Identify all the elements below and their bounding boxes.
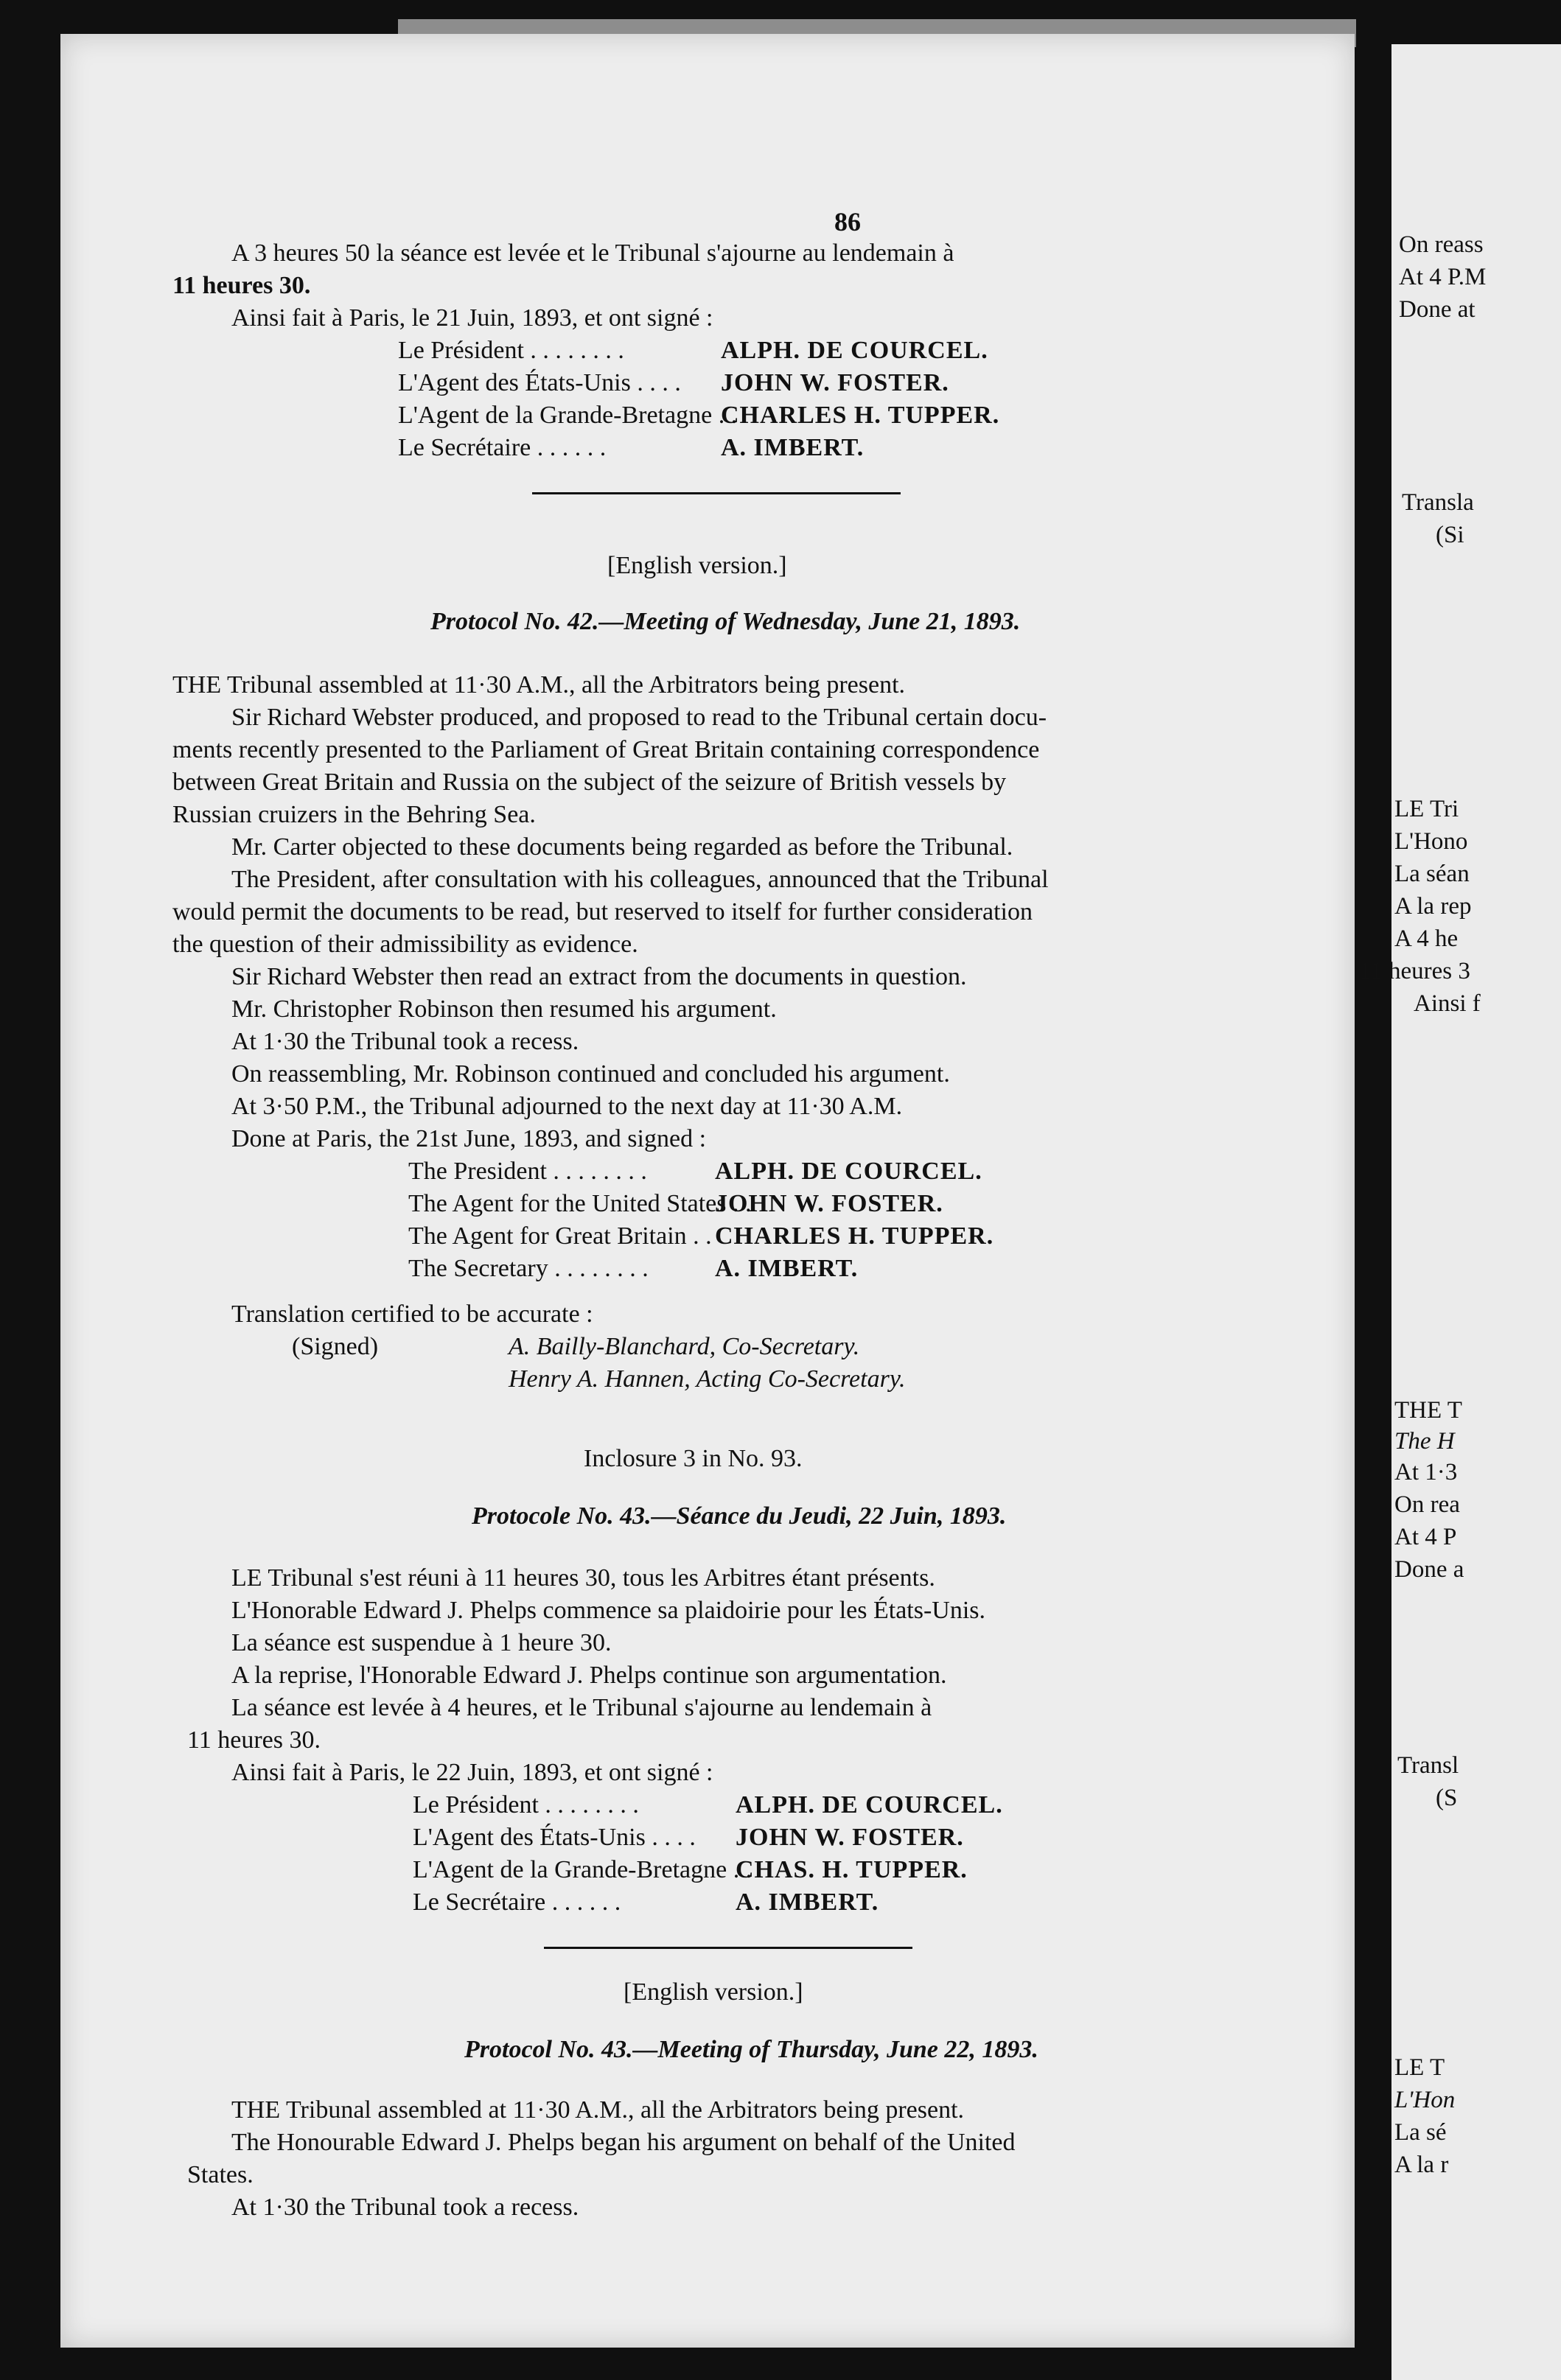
fr42-line-2: 11 heures 30.: [172, 272, 311, 299]
en42-para-4: between Great Britain and Russia on the subject of the seizure of British vessels by: [172, 769, 1007, 796]
en42-para-1: THE Tribunal assembled at 11·30 A.M., all the Arbitrators being present.: [172, 671, 906, 699]
en42-para-6: Mr. Carter objected to these documents being regarded as before the Tribunal.: [231, 833, 1013, 861]
adj-fragment: A la rep: [1394, 893, 1472, 920]
fr42-sig-name-4: A. IMBERT.: [721, 434, 865, 461]
en42-cosecretary-2: Henry A. Hannen, Acting Co-Secretary.: [509, 1365, 906, 1393]
en42-translation-certified: Translation certified to be accurate :: [231, 1301, 593, 1328]
inclosure-title: Protocole No. 43.—Séance du Jeudi, 22 Juin, 1893.: [472, 1502, 1007, 1530]
adj-fragment: At 1·3: [1394, 1459, 1458, 1485]
adj-fragment: A la r: [1394, 2152, 1449, 2178]
en43-para-1: THE Tribunal assembled at 11·30 A.M., all the Arbitrators being present.: [231, 2096, 965, 2124]
en43-para-2: The Honourable Edward J. Phelps began his argument on behalf of the United: [231, 2129, 1016, 2156]
en42-signed-label: (Signed): [292, 1333, 379, 1360]
adj-fragment: Ainsi f: [1414, 990, 1481, 1017]
adj-fragment: Done at: [1399, 296, 1476, 323]
en42-para-5: Russian cruizers in the Behring Sea.: [172, 801, 536, 828]
en42-para-10: Sir Richard Webster then read an extract from the documents in question.: [231, 963, 967, 990]
adj-fragment: THE T: [1394, 1397, 1462, 1424]
en42-para-14: At 3·50 P.M., the Tribunal adjourned to the next day at 11·30 A.M.: [231, 1093, 903, 1120]
section-divider-rule-2: [544, 1947, 912, 1949]
adj-fragment: LE Tri: [1394, 796, 1459, 822]
fr43-sig-name-4: A. IMBERT.: [736, 1889, 879, 1916]
adj-fragment: Transla: [1402, 489, 1474, 516]
adj-fragment: Transl: [1397, 1752, 1459, 1779]
adj-fragment: (S: [1436, 1785, 1458, 1811]
section-divider-rule: [532, 492, 901, 494]
en42-para-12: At 1·30 the Tribunal took a recess.: [231, 1028, 579, 1055]
adj-fragment: 11 heures 3: [1359, 958, 1470, 984]
fr42-sig-name-2: JOHN W. FOSTER.: [721, 369, 949, 396]
fr43-sig-name-1: ALPH. DE COURCEL.: [736, 1791, 1003, 1819]
en42-sig-name-1: ALPH. DE COURCEL.: [715, 1158, 982, 1185]
fr43-sig-role-3: L'Agent de la Grande-Bretagne . .: [413, 1856, 752, 1883]
inclosure-heading: Inclosure 3 in No. 93.: [584, 1445, 803, 1472]
adj-fragment: At 4 P: [1394, 1524, 1457, 1550]
en43-version-label: [English version.]: [624, 1978, 803, 2006]
fr42-sig-name-1: ALPH. DE COURCEL.: [721, 337, 988, 364]
fr43-para-5: La séance est levée à 4 heures, et le Tribunal s'ajourne au lendemain à: [231, 1694, 932, 1721]
fr42-sig-role-1: Le Président . . . . . . . .: [398, 337, 624, 364]
page-number: 86: [834, 207, 861, 237]
en42-cosecretary-1: A. Bailly-Blanchard, Co-Secretary.: [509, 1333, 860, 1360]
fr43-para-3: La séance est suspendue à 1 heure 30.: [231, 1629, 612, 1656]
en42-para-13: On reassembling, Mr. Robinson continued and concluded his argument.: [231, 1060, 950, 1088]
fr42-sig-name-3: CHARLES H. TUPPER.: [721, 402, 1000, 429]
en42-version-label: [English version.]: [607, 552, 787, 579]
adj-fragment: On reass: [1399, 231, 1484, 258]
en42-para-3: ments recently presented to the Parliament of Great Britain containing correspondence: [172, 736, 1040, 763]
fr43-para-1: LE Tribunal s'est réuni à 11 heures 30, tous les Arbitres étant présents.: [231, 1564, 935, 1592]
adj-fragment: La sé: [1394, 2119, 1447, 2146]
adj-fragment: On rea: [1394, 1491, 1460, 1518]
fr43-para-4: A la reprise, l'Honorable Edward J. Phelps continue son argumentation.: [231, 1662, 947, 1689]
en42-para-9: the question of their admissibility as evidence.: [172, 931, 638, 958]
fr42-sig-role-3: L'Agent de la Grande-Bretagne . .: [398, 402, 738, 429]
adj-fragment: Done a: [1394, 1556, 1464, 1583]
fr42-sig-role-4: Le Secrétaire . . . . . .: [398, 434, 607, 461]
en42-sig-role-3: The Agent for Great Britain . .: [408, 1222, 712, 1250]
en42-sig-role-1: The President . . . . . . . .: [408, 1158, 647, 1185]
fr43-sig-name-2: JOHN W. FOSTER.: [736, 1824, 964, 1851]
en42-para-2: Sir Richard Webster produced, and proposed to read to the Tribunal certain docu-: [231, 704, 1047, 731]
en43-para-3: States.: [187, 2161, 254, 2188]
en42-sig-name-2: JOHN W. FOSTER.: [715, 1190, 943, 1217]
adjacent-page-edge: [1359, 44, 1561, 2380]
en42-title: Protocol No. 42.—Meeting of Wednesday, June 21, 1893.: [430, 608, 1021, 635]
fr42-line-1: A 3 heures 50 la séance est levée et le Tribunal s'ajourne au lendemain à: [231, 239, 954, 267]
en42-sig-role-2: The Agent for the United States . .: [408, 1190, 752, 1217]
fr43-sig-name-3: CHAS. H. TUPPER.: [736, 1856, 968, 1883]
fr43-sig-role-1: Le Président . . . . . . . .: [413, 1791, 639, 1819]
fr43-sig-role-2: L'Agent des États-Unis . . . .: [413, 1824, 696, 1851]
en42-para-15: Done at Paris, the 21st June, 1893, and signed :: [231, 1125, 707, 1152]
adj-fragment: At 4 P.M: [1399, 264, 1487, 290]
fr43-para-7: Ainsi fait à Paris, le 22 Juin, 1893, et ont signé :: [231, 1759, 713, 1786]
fr43-sig-role-4: Le Secrétaire . . . . . .: [413, 1889, 621, 1916]
en42-sig-name-4: A. IMBERT.: [715, 1255, 859, 1282]
adj-fragment: L'Hono: [1394, 828, 1468, 855]
fr43-para-2: L'Honorable Edward J. Phelps commence sa plaidoirie pour les États-Unis.: [231, 1597, 986, 1624]
en42-para-7: The President, after consultation with his colleagues, announced that the Tribunal: [231, 866, 1049, 893]
fr42-sig-role-2: L'Agent des États-Unis . . . .: [398, 369, 681, 396]
fr43-para-6: 11 heures 30.: [187, 1726, 321, 1754]
en43-para-4: At 1·30 the Tribunal took a recess.: [231, 2194, 579, 2221]
adj-fragment: (Si: [1436, 522, 1464, 548]
adj-fragment: A 4 he: [1394, 925, 1459, 952]
en42-sig-name-3: CHARLES H. TUPPER.: [715, 1222, 994, 1250]
document-page: [60, 34, 1355, 2348]
adj-fragment: LE T: [1394, 2054, 1445, 2081]
en42-para-11: Mr. Christopher Robinson then resumed his argument.: [231, 995, 777, 1023]
en42-sig-role-4: The Secretary . . . . . . . .: [408, 1255, 649, 1282]
adj-fragment: L'Hon: [1394, 2087, 1456, 2113]
adj-fragment: The H: [1394, 1428, 1455, 1455]
fr42-line-3: Ainsi fait à Paris, le 21 Juin, 1893, et ont signé :: [231, 304, 713, 332]
en43-title: Protocol No. 43.—Meeting of Thursday, June 22, 1893.: [464, 2036, 1038, 2063]
en42-para-8: would permit the documents to be read, but reserved to itself for further consideration: [172, 898, 1033, 925]
adj-fragment: La séan: [1394, 861, 1470, 887]
